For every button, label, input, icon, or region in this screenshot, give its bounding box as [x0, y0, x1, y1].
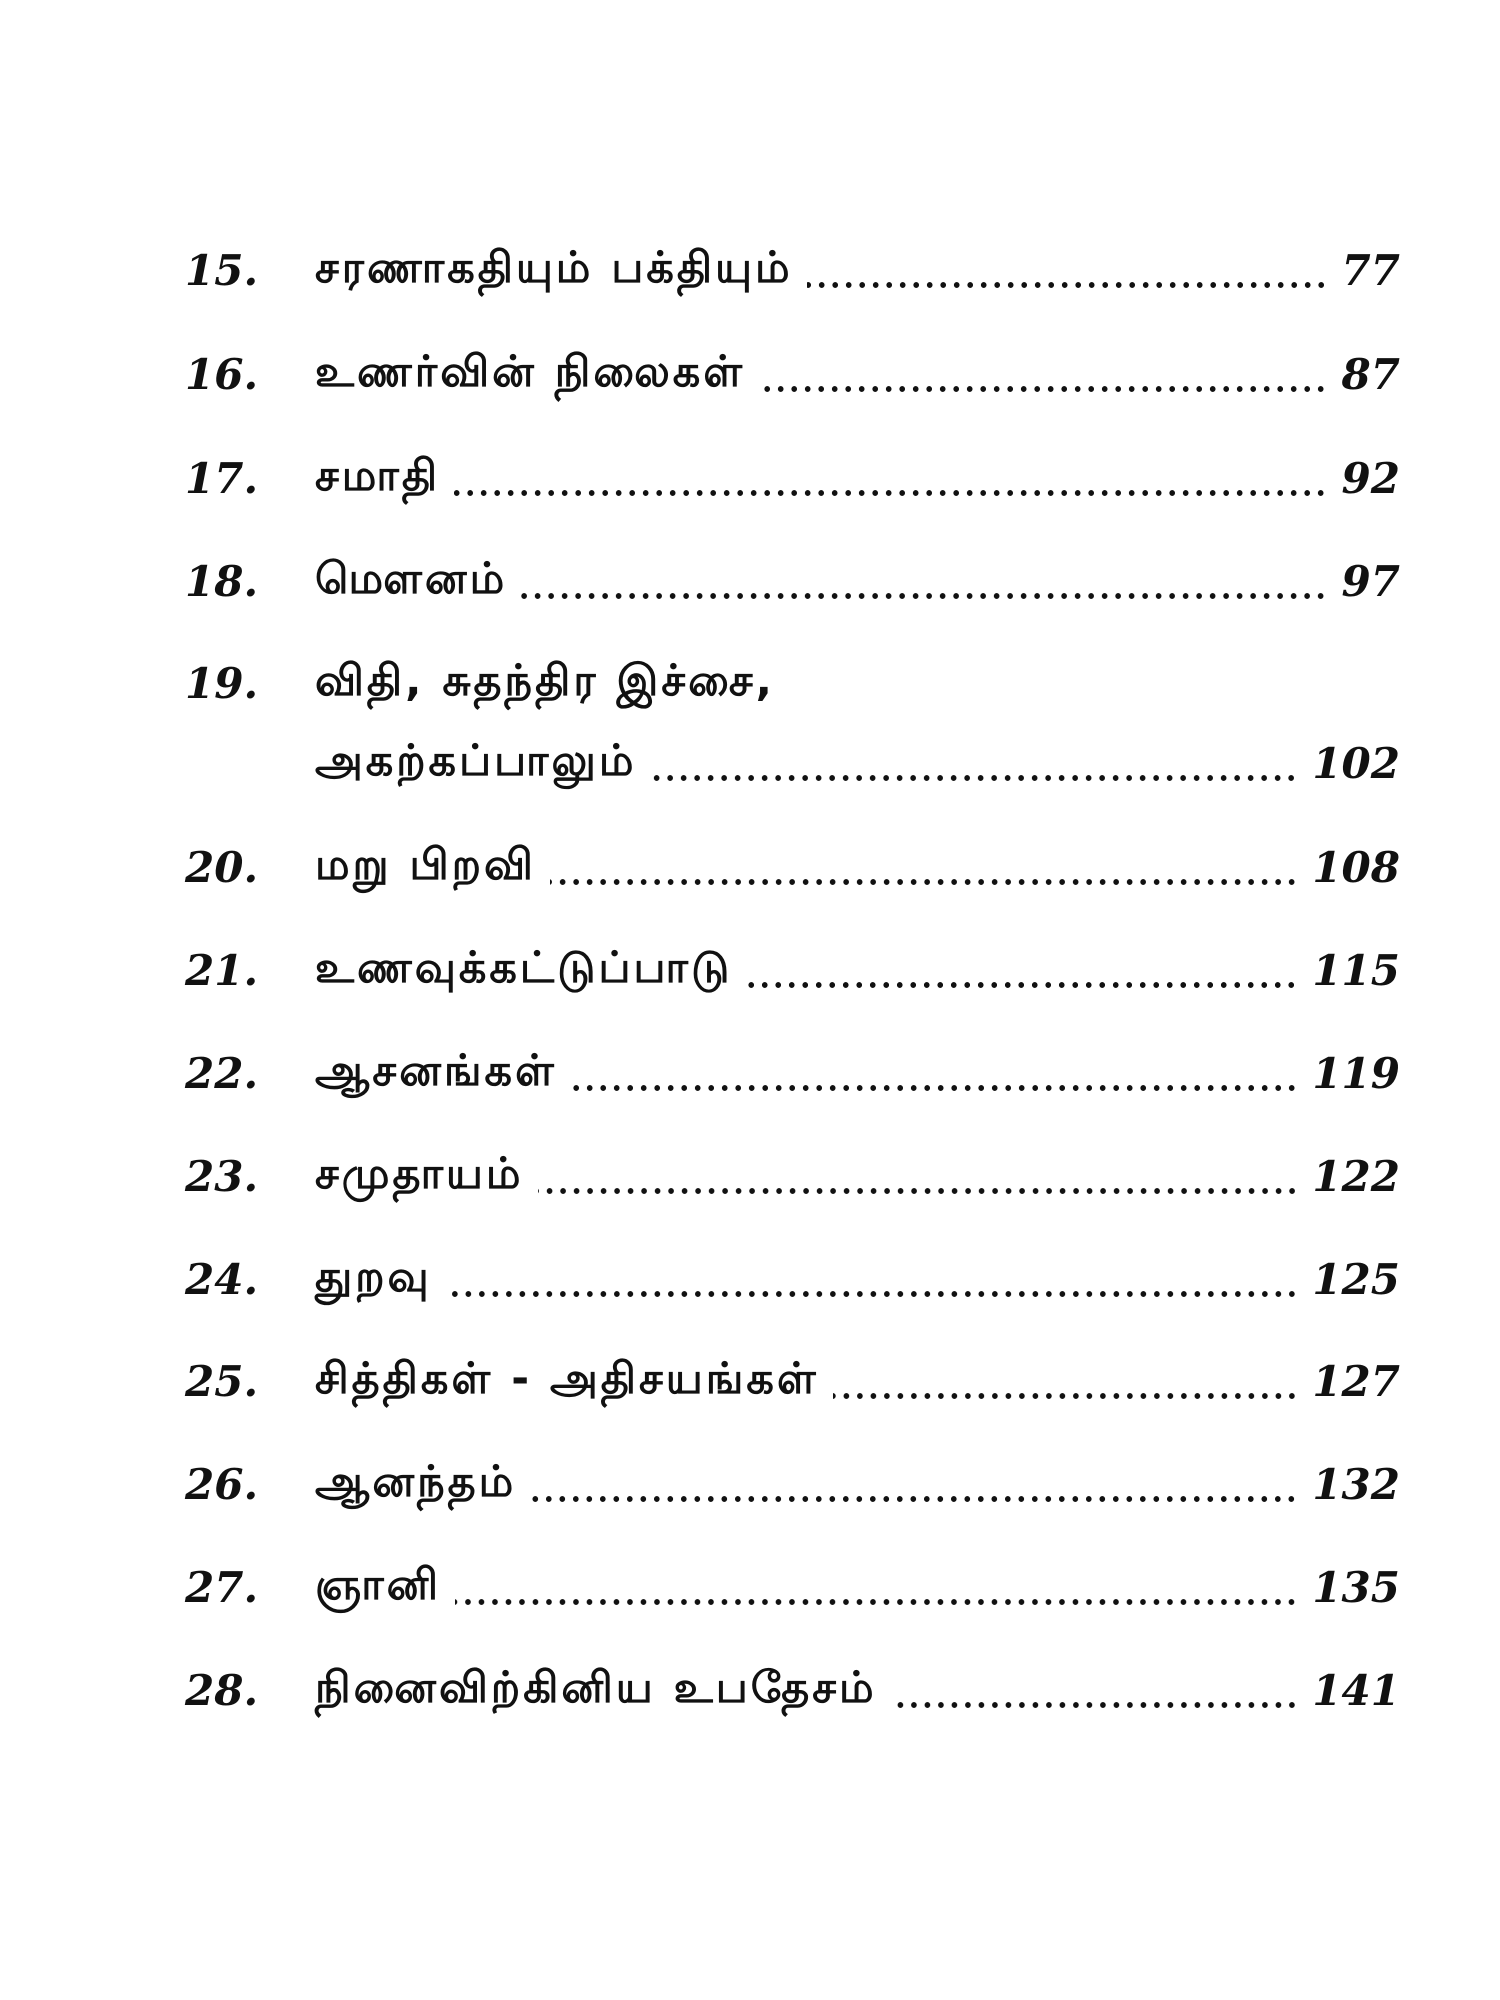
entry-number: 23.: [185, 1151, 259, 1201]
entry-title: சரணாகதியும் பக்தியும்: [315, 242, 793, 293]
entry-number: 19.: [185, 658, 259, 708]
toc-entry: [185, 1244, 1400, 1314]
entry-page-number: 97: [1341, 556, 1400, 606]
entry-title: சமாதி: [315, 450, 441, 501]
entry-page-number: 108: [1312, 842, 1400, 892]
entry-page-number: 127: [1312, 1356, 1400, 1406]
toc-entry: [185, 339, 1400, 409]
dot-leader: [807, 235, 1328, 305]
entry-title: சமுதாயம்: [315, 1148, 524, 1199]
entry-page-number: 102: [1312, 738, 1400, 788]
toc-entry: [185, 1449, 1400, 1519]
entry-page-number: 141: [1312, 1665, 1400, 1715]
toc-entry: [185, 1655, 1400, 1725]
toc-entry: [185, 935, 1400, 1005]
toc-entry-first-line: [185, 648, 1400, 718]
entry-title-continuation: அகற்கப்பாலும்: [315, 735, 637, 786]
entry-page-number: 122: [1312, 1151, 1400, 1201]
entry-page-number: 115: [1312, 945, 1400, 995]
entry-title: சித்திகள் - அதிசயங்கள்: [315, 1353, 819, 1404]
entry-page-number: 125: [1312, 1254, 1400, 1304]
entry-page-number: 77: [1341, 245, 1400, 295]
entry-page-number: 119: [1312, 1048, 1400, 1098]
dot-leader: [538, 1141, 1299, 1211]
toc-entry: [185, 443, 1400, 513]
entry-title: நினைவிற்கினிய உபதேசம்: [315, 1662, 877, 1713]
entry-title: ஞானி: [315, 1559, 442, 1610]
toc-entry: [185, 1552, 1400, 1622]
entry-number: 26.: [185, 1459, 259, 1509]
entry-number: 28.: [185, 1665, 259, 1715]
dot-leader: [891, 1655, 1299, 1725]
dot-leader: [455, 1552, 1298, 1622]
dot-leader: [550, 832, 1298, 902]
toc-entry: [185, 832, 1400, 902]
entry-number: 24.: [185, 1254, 259, 1304]
toc-entry: [185, 1038, 1400, 1108]
entry-page-number: 87: [1341, 349, 1400, 399]
entry-number: 17.: [185, 453, 259, 503]
entry-number: 22.: [185, 1048, 259, 1098]
toc-entry: [185, 546, 1400, 616]
toc-entry: [185, 235, 1400, 305]
entry-title: உணர்வின் நிலைகள்: [315, 346, 746, 397]
entry-page-number: 92: [1341, 453, 1400, 503]
entry-number: 16.: [185, 349, 259, 399]
dot-leader: [454, 443, 1327, 513]
entry-number: 18.: [185, 556, 259, 606]
dot-leader: [530, 1449, 1298, 1519]
entry-title: விதி, சுதந்திர இச்சை,: [315, 655, 775, 706]
entry-number: 21.: [185, 945, 259, 995]
entry-page-number: 132: [1312, 1459, 1400, 1509]
entry-title: மௌனம்: [315, 553, 508, 604]
entry-title: ஆசனங்கள்: [315, 1045, 557, 1096]
entry-number: 25.: [185, 1356, 259, 1406]
entry-number: 15.: [185, 245, 259, 295]
toc-entry: [185, 1346, 1400, 1416]
entry-page-number: 135: [1312, 1562, 1400, 1612]
dot-leader: [759, 339, 1327, 409]
dot-leader: [746, 935, 1298, 1005]
entry-number: 27.: [185, 1562, 259, 1612]
entry-title: உணவுக்கட்டுப்பாடு: [315, 942, 733, 993]
dot-leader: [571, 1038, 1298, 1108]
toc-entry-continuation: [185, 728, 1400, 798]
dot-leader: [446, 1244, 1299, 1314]
toc-entry: [185, 1141, 1400, 1211]
dot-leader: [521, 546, 1327, 616]
dot-leader: [650, 728, 1298, 798]
entry-title: துறவு: [315, 1251, 432, 1302]
entry-number: 20.: [185, 842, 259, 892]
entry-title: ஆனந்தம்: [315, 1456, 517, 1507]
dot-leader: [833, 1346, 1299, 1416]
entry-title: மறு பிறவி: [315, 839, 536, 890]
